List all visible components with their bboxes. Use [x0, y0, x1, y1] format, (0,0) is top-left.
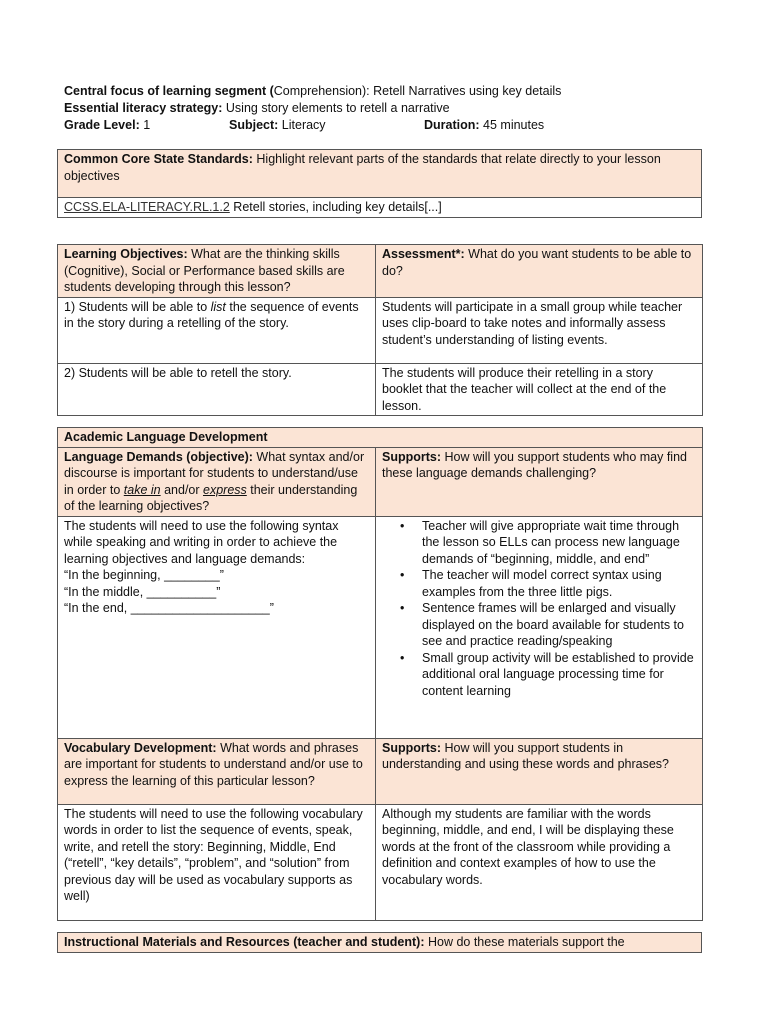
standards-header-cell: [58, 150, 702, 198]
language-demands-label: Language Demands (objective):: [64, 449, 253, 464]
and-or-text: and/or: [160, 482, 203, 497]
materials-prompt: How do these materials support the: [424, 935, 625, 949]
grade-level-label: Grade Level:: [64, 118, 140, 132]
objective-1-cell: [58, 297, 376, 363]
assessment-1-text: Students will participate in a small group while teacher uses clip-board to take notes and informally assess student’s understanding of listing events.: [382, 299, 683, 347]
support-item-text: Sentence frames will be enlarged and visually displayed on the board available for students to see and practice reading/speaking: [422, 601, 684, 648]
list-item: [400, 600, 696, 650]
list-item: [400, 567, 696, 600]
standards-table: [57, 149, 702, 218]
duration: [424, 117, 544, 134]
sentence-frame-3: “In the end, ____________________”: [64, 601, 274, 615]
materials-table: [57, 932, 702, 953]
grade-subject-duration-line: [64, 117, 704, 134]
language-supports-header-cell: [376, 447, 703, 516]
list-item: [400, 650, 696, 700]
objective-1-text-a: 1) Students will be able to: [64, 299, 211, 314]
support-item-text: Small group activity will be established to provide additional oral language processing time for content learning: [422, 650, 694, 698]
central-focus-value: Comprehension): Retell Narratives using key details: [273, 84, 562, 98]
vocabulary-supports-label: Supports:: [382, 740, 442, 755]
objective-1-text-b: the sequence of events in the story during a retelling of the story.: [64, 299, 359, 330]
support-item-text: Teacher will give appropriate wait time through the lesson so ELLs can process new language demands of “beginning, middle, and end”: [422, 518, 680, 566]
assessment-1-cell: [376, 297, 703, 363]
objective-2-cell: [58, 363, 376, 416]
sentence-frame-1: “In the beginning, ________”: [64, 568, 224, 582]
literacy-strategy-line: [64, 100, 704, 117]
sentence-frame-2: “In the middle, __________”: [64, 584, 221, 599]
subject: [229, 117, 424, 134]
bullet-icon: •: [400, 568, 405, 582]
subject-label: Subject:: [229, 118, 279, 132]
objectives-label: Learning Objectives:: [64, 247, 188, 261]
vocabulary-label: Vocabulary Development:: [64, 740, 217, 755]
central-focus-label: Central focus of learning segment (: [64, 84, 274, 98]
standard-text: Retell stories, including key details[...]: [229, 200, 442, 214]
vocabulary-cell: [58, 804, 376, 920]
language-supports-label: Supports:: [382, 449, 442, 464]
list-item: [400, 518, 696, 568]
academic-language-title-cell: [58, 428, 703, 448]
language-demands-cell: [58, 516, 376, 738]
duration-label: Duration:: [424, 118, 480, 132]
bullet-icon: •: [400, 650, 405, 665]
vocabulary-prompt: What words and phrases are important for students to understand and/or use to express the learning of this particular lesson?: [64, 740, 363, 788]
assessment-header-cell: [376, 245, 703, 298]
materials-header-cell: [58, 933, 702, 953]
standard-code-link[interactable]: CCSS.ELA-LITERACY.RL.1.2: [64, 200, 230, 214]
language-demands-text: The students will need to use the following syntax while speaking and writing in order to achieve the learning objectives and language demands:: [64, 518, 339, 566]
vocabulary-header-cell: [58, 738, 376, 804]
objective-2-text: 2) Students will be able to retell the story.: [64, 365, 292, 380]
language-demands-prompt-a: What syntax and/or discourse is important for students to understand/use in order to: [64, 449, 365, 497]
subject-value: Literacy: [278, 118, 326, 132]
objectives-prompt: What are the thinking skills (Cognitive), Social or Performance based skills are students developing through this lesson?: [64, 247, 345, 294]
objectives-header-cell: [58, 245, 376, 298]
support-item-text: The teacher will model correct syntax using examples from the three little pigs.: [422, 568, 662, 599]
vocabulary-supports-header-cell: [376, 738, 703, 804]
objective-1-emphasis: list: [210, 299, 226, 314]
take-in-text: take in: [123, 482, 161, 497]
literacy-strategy-value: Using story elements to retell a narrative: [222, 101, 450, 115]
language-demands-header-cell: [58, 447, 376, 516]
grade-level: [64, 117, 229, 134]
central-focus-line: [64, 83, 704, 100]
objectives-table: [57, 244, 703, 416]
language-supports-prompt: How will you support students who may find these language demands challenging?: [382, 449, 687, 480]
standards-prompt: Highlight relevant parts of the standards that relate directly to your lesson objectives: [64, 152, 661, 183]
vocabulary-supports-prompt: How will you support students in understanding and using these words and phrases?: [382, 740, 670, 771]
standards-label: Common Core State Standards:: [64, 152, 253, 166]
materials-label: Instructional Materials and Resources (teacher and student):: [64, 935, 425, 949]
vocabulary-text: The students will need to use the following vocabulary words in order to list the sequence of events, speak, write, and retell the story: Beginning, Middle, End (“retell”, “key details”, “problem”, and “solution” from previous day will be used as vocabulary supports as well): [64, 806, 363, 903]
express-text: express: [203, 482, 247, 497]
duration-value: 45 minutes: [479, 118, 545, 132]
language-supports-list: [400, 518, 696, 700]
bullet-icon: •: [400, 601, 405, 615]
assessment-2-cell: [376, 363, 703, 416]
standards-body-cell: [58, 198, 702, 218]
lesson-header: [64, 83, 704, 134]
literacy-strategy-label: Essential literacy strategy:: [64, 101, 223, 115]
vocabulary-supports-cell: [376, 804, 703, 920]
language-table: [57, 427, 703, 921]
assessment-prompt: What do you want students to be able to do?: [382, 247, 692, 278]
academic-language-title: Academic Language Development: [64, 430, 268, 444]
assessment-2-text: The students will produce their retelling in a story booklet that the teacher will collect at the end of the lesson.: [382, 365, 667, 413]
vocabulary-supports-text: Although my students are familiar with the words beginning, middle, and end, I will be displaying these words at the front of the classroom while providing a definition and context examples of how to use the vocabulary words.: [382, 806, 674, 887]
language-demands-prompt-b: their understanding of the learning objectives?: [64, 482, 358, 513]
language-supports-cell: [376, 516, 703, 738]
grade-level-value: 1: [139, 118, 151, 132]
bullet-icon: •: [400, 518, 405, 533]
assessment-label: Assessment*:: [382, 247, 465, 261]
